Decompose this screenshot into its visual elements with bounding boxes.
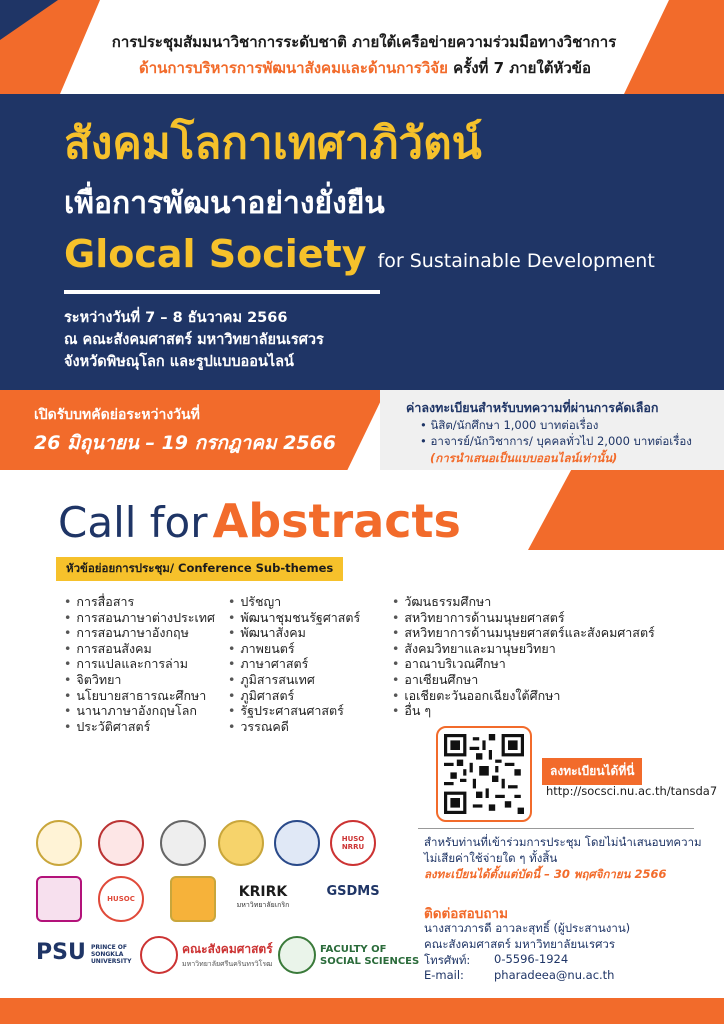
partner-logo-huso — [330, 820, 376, 866]
contact-title: ติดต่อสอบถาม — [424, 906, 508, 922]
hero-province: จังหวัดพิษณุโลก และรูปแบบออนไลน์ — [64, 354, 294, 370]
krirk-logo-sub: มหาวิทยาลัยเกริก — [236, 901, 290, 909]
swu-logo-sub: มหาวิทยาลัยศรีนครินทรวิโรฒ — [182, 960, 273, 968]
partner-logo-2 — [98, 820, 144, 866]
fees-item-1: • นิสิต/นักศึกษา 1,000 บาทต่อเรื่อง — [420, 418, 599, 432]
theme-item: • จิตวิทยา — [64, 672, 215, 688]
partner-logo-6 — [36, 876, 82, 922]
abstracts-text: Abstracts — [212, 494, 461, 548]
psu-logo-name: PRINCE OF SONGKLA UNIVERSITY — [90, 944, 132, 965]
hero-venue: ณ คณะสังคมศาสตร์ มหาวิทยาลัยนเรศวร — [64, 332, 324, 348]
themes-column-1 — [64, 594, 215, 734]
theme-item: • อาณาบริเวณศึกษา — [392, 656, 655, 672]
bottom-bar — [0, 998, 724, 1024]
partner-logo-5 — [274, 820, 320, 866]
partner-logo-swu — [140, 936, 178, 974]
theme-item: • ภาษาศาสตร์ — [228, 656, 360, 672]
contact-phone-label: โทรศัพท์: — [424, 953, 471, 967]
header-line-2 — [100, 56, 630, 80]
theme-item: • การสอนภาษาต่างประเทศ — [64, 610, 215, 626]
theme-item: • เอเชียตะวันออกเฉียงใต้ศึกษา — [392, 688, 655, 704]
theme-item: • รัฐประศาสนศาสตร์ — [228, 703, 360, 719]
hero-title-thai: สังคมโลกาเทศาภิวัตน์ — [64, 118, 482, 169]
register-url[interactable]: http://socsci.nu.ac.th/tansda7 — [546, 784, 718, 798]
nu-logo-line1: FACULTY OF — [320, 944, 387, 955]
theme-item: • นานาภาษาอังกฤษโลก — [64, 703, 215, 719]
theme-item: • นโยบายสาธารณะศึกษา — [64, 688, 215, 704]
hero-date: ระหว่างวันที่ 7 – 8 ธันวาคม 2566 — [64, 310, 288, 326]
gsdms-logo-text: GSDMS — [326, 884, 380, 899]
theme-item: • ภาพยนตร์ — [228, 641, 360, 657]
header-highlight: ด้านการบริหารการพัฒนาสังคมและด้านการวิจัย — [138, 59, 448, 77]
partner-logo-psu — [36, 940, 139, 965]
hero-subtitle-thai: เพื่อการพัฒนาอย่างยั่งยืน — [64, 186, 385, 221]
theme-item: • ภูมิศาสตร์ — [228, 688, 360, 704]
partner-logo-nu — [278, 936, 316, 974]
qr-code-icon — [444, 734, 524, 814]
partner-logo-husoc — [98, 876, 144, 922]
fees-title: ค่าลงทะเบียนสำหรับบทความที่ผ่านการคัดเลือก — [406, 400, 659, 415]
contact-phone: 0-5596-1924 — [494, 952, 569, 966]
theme-item: • การสอนภาษาอังกฤษ — [64, 625, 215, 641]
contact-org: คณะสังคมศาสตร์ มหาวิทยาลัยนเรศวร — [424, 937, 616, 951]
themes-column-3 — [392, 594, 655, 719]
fees-note: (การนำเสนอเป็นแบบออนไลน์เท่านั้น) — [430, 451, 618, 465]
nu-logo-line2: SOCIAL SCIENCES — [320, 956, 420, 967]
fees-item-1-text: นิสิต/นักศึกษา 1,000 บาทต่อเรื่อง — [430, 418, 599, 432]
contact-email[interactable]: pharadeea@nu.ac.th — [494, 968, 615, 982]
partner-logo-nu-text — [320, 944, 419, 968]
hero-title-en — [64, 232, 655, 276]
theme-item: • อื่น ๆ — [392, 703, 655, 719]
attendees-line-2: ไม่เสียค่าใช้จ่ายใด ๆ ทั้งสิ้น — [424, 851, 558, 865]
top-right-orange-shape — [624, 0, 724, 94]
theme-item: • สหวิทยาการด้านมนุษยศาสตร์และสังคมศาสตร์ — [392, 625, 655, 641]
fees-item-2: • อาจารย์/นักวิชาการ/ บุคคลทั่วไป 2,000 บาทต่อเรื่อง — [420, 434, 692, 448]
partner-logo-7 — [170, 876, 216, 922]
theme-item: • ภูมิสารสนเทศ — [228, 672, 360, 688]
theme-item: • การแปลและการล่าม — [64, 656, 215, 672]
right-orange-band — [528, 470, 724, 550]
contact-email-label: E-mail: — [424, 968, 464, 982]
theme-item: • อาเซียนศึกษา — [392, 672, 655, 688]
swu-logo-title: คณะสังคมศาสตร์ — [182, 942, 273, 956]
husoc-logo-text: HUSOC — [107, 895, 135, 903]
theme-item: • วรรณคดี — [228, 719, 360, 735]
partner-logo-swu-text — [182, 940, 273, 970]
partner-logo-krirk — [232, 884, 294, 911]
submission-label: เปิดรับบทคัดย่อระหว่างวันที่ — [34, 407, 200, 423]
attendees-line-1: สำหรับท่านที่เข้าร่วมการประชุม โดยไม่นำเสนอบทความ — [424, 835, 702, 849]
call-for-abstracts — [58, 494, 461, 548]
submission-dates: 26 มิถุนายน – 19 กรกฎาคม 2566 — [34, 432, 337, 454]
theme-item: • การสื่อสาร — [64, 594, 215, 610]
partner-logo-gsdms — [318, 884, 388, 899]
huso-logo-text: HUSO NRRU — [341, 835, 365, 851]
header-line-1: การประชุมสัมมนาวิชาการระดับชาติ ภายใต้เครือข่ายความร่วมมือทางวิชาการ — [111, 33, 617, 51]
theme-item: • พัฒนาสังคม — [228, 625, 360, 641]
header-rest: ครั้งที่ 7 ภายใต้หัวข้อ — [447, 59, 592, 77]
call-for-text: Call for — [58, 498, 208, 547]
theme-item: • ประวัติศาสตร์ — [64, 719, 215, 735]
hero-title-en-big: Glocal Society — [64, 232, 367, 276]
theme-item: • พัฒนาชุมชนรัฐศาสตร์ — [228, 610, 360, 626]
hero-divider — [64, 290, 380, 294]
psu-logo-text: PSU — [36, 940, 86, 965]
theme-item: • สังคมวิทยาและมานุษยวิทยา — [392, 641, 655, 657]
partner-logo-3 — [160, 820, 206, 866]
theme-item: • ปรัชญา — [228, 594, 360, 610]
register-button[interactable]: ลงทะเบียนได้ที่นี่ — [542, 758, 642, 785]
contact-name: นางสาวภารดี อาวละสุทธิ์ (ผู้ประสานงาน) — [424, 921, 631, 935]
partner-logo-1 — [36, 820, 82, 866]
attendees-deadline: ลงทะเบียนได้ตั้งแต่บัดนี้ – 30 พฤศจิกายน 2566 — [424, 867, 667, 881]
krirk-logo-text: KRIRK — [238, 884, 288, 900]
qr-code[interactable] — [436, 726, 532, 822]
theme-item: • วัฒนธรรมศึกษา — [392, 594, 655, 610]
partner-logo-4 — [218, 820, 264, 866]
themes-column-2 — [228, 594, 360, 734]
theme-item: • การสอนสังคม — [64, 641, 215, 657]
fees-item-2-text: อาจารย์/นักวิชาการ/ บุคคลทั่วไป 2,000 บาทต่อเรื่อง — [430, 434, 692, 448]
subthemes-label: หัวข้อย่อยการประชุม/ Conference Sub-themes — [56, 557, 343, 581]
hero-title-en-small: for Sustainable Development — [377, 250, 655, 272]
theme-item: • สหวิทยาการด้านมนุษยศาสตร์ — [392, 610, 655, 626]
info-divider — [418, 828, 694, 829]
